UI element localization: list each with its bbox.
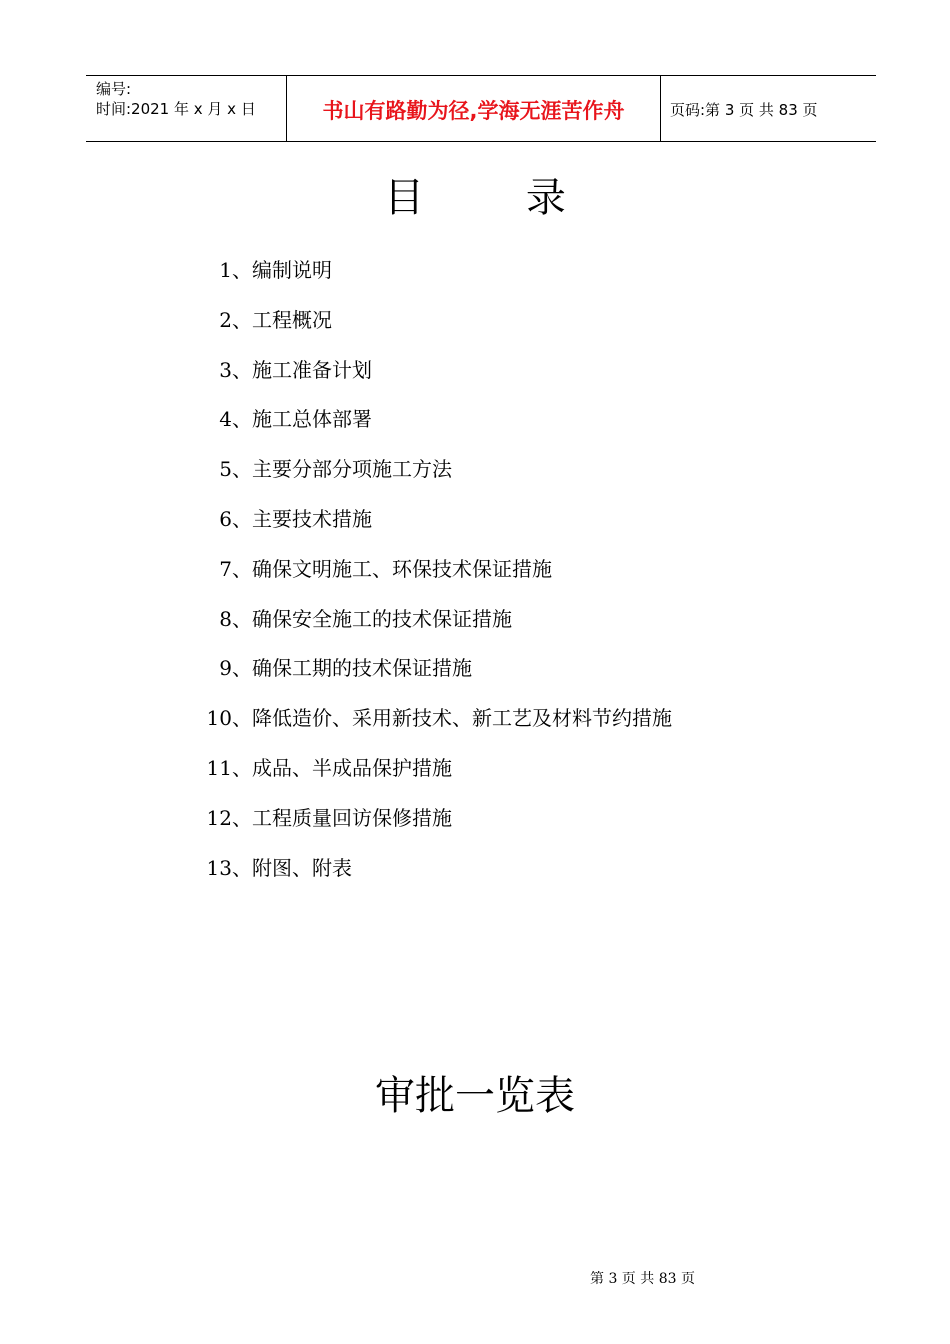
toc-item-label: 施工准备计划	[252, 357, 372, 382]
toc-item-label: 工程质量回访保修措施	[252, 805, 452, 830]
toc-item	[200, 350, 672, 400]
toc-item	[200, 449, 672, 499]
toc-item	[200, 798, 672, 848]
toc-item	[200, 300, 672, 350]
toc-item-label: 编制说明	[252, 258, 332, 282]
toc-item-label: 确保安全施工的技术保证措施	[252, 606, 512, 631]
toc-item-number: 11、	[206, 755, 252, 780]
toc-item-number: 10、	[206, 706, 252, 731]
toc-item-number: 8、	[219, 606, 252, 631]
toc-item	[200, 399, 672, 449]
toc-item	[200, 848, 672, 898]
page-footer: 第 3 页 共 83 页	[590, 1271, 695, 1287]
toc-item-label: 主要技术措施	[252, 506, 372, 531]
header-page-cell	[661, 76, 876, 141]
toc-item-label: 施工总体部署	[252, 407, 372, 432]
toc-item-number: 13、	[206, 855, 252, 880]
toc-item	[200, 748, 672, 798]
toc-item-label: 确保文明施工、环保技术保证措施	[252, 556, 552, 581]
toc-item-number: 5、	[219, 457, 252, 482]
toc-item-number: 3、	[219, 357, 252, 382]
toc-item	[200, 549, 672, 599]
toc-title: 目 录	[384, 175, 566, 221]
approval-table-title: 审批一览表	[375, 1073, 575, 1119]
toc-item-number: 12、	[206, 805, 252, 830]
header-page-info: 页码:第 3 页 共 83 页	[670, 101, 818, 119]
toc-item-label: 确保工期的技术保证措施	[252, 656, 472, 681]
header-motto-cell	[287, 76, 661, 141]
toc-item-label: 降低造价、采用新技术、新工艺及材料节约措施	[252, 706, 672, 731]
toc-item-number: 4、	[219, 407, 252, 432]
toc-item-label: 工程概况	[252, 307, 332, 332]
toc-item-number: 6、	[219, 506, 252, 531]
header-meta-cell	[86, 76, 287, 141]
serial-label: 编号:	[96, 80, 132, 98]
toc-item-label: 主要分部分项施工方法	[252, 457, 452, 482]
toc-item-label: 附图、附表	[252, 855, 352, 880]
page-header	[86, 75, 876, 142]
toc-item-number: 2、	[219, 307, 252, 332]
toc-list	[200, 250, 672, 897]
motto-text: 书山有路勤为径,学海无涯苦作舟	[322, 98, 625, 123]
toc-item-number: 9、	[219, 656, 252, 681]
toc-item	[200, 250, 672, 300]
toc-item-number: 7、	[219, 556, 252, 581]
toc-item-number: 1、	[219, 258, 252, 282]
toc-item	[200, 499, 672, 549]
toc-item	[200, 599, 672, 649]
toc-item-label: 成品、半成品保护措施	[252, 755, 452, 780]
toc-item	[200, 698, 672, 748]
toc-item	[200, 648, 672, 698]
time-label: 时间:2021 年 x 月 x 日	[96, 100, 256, 118]
